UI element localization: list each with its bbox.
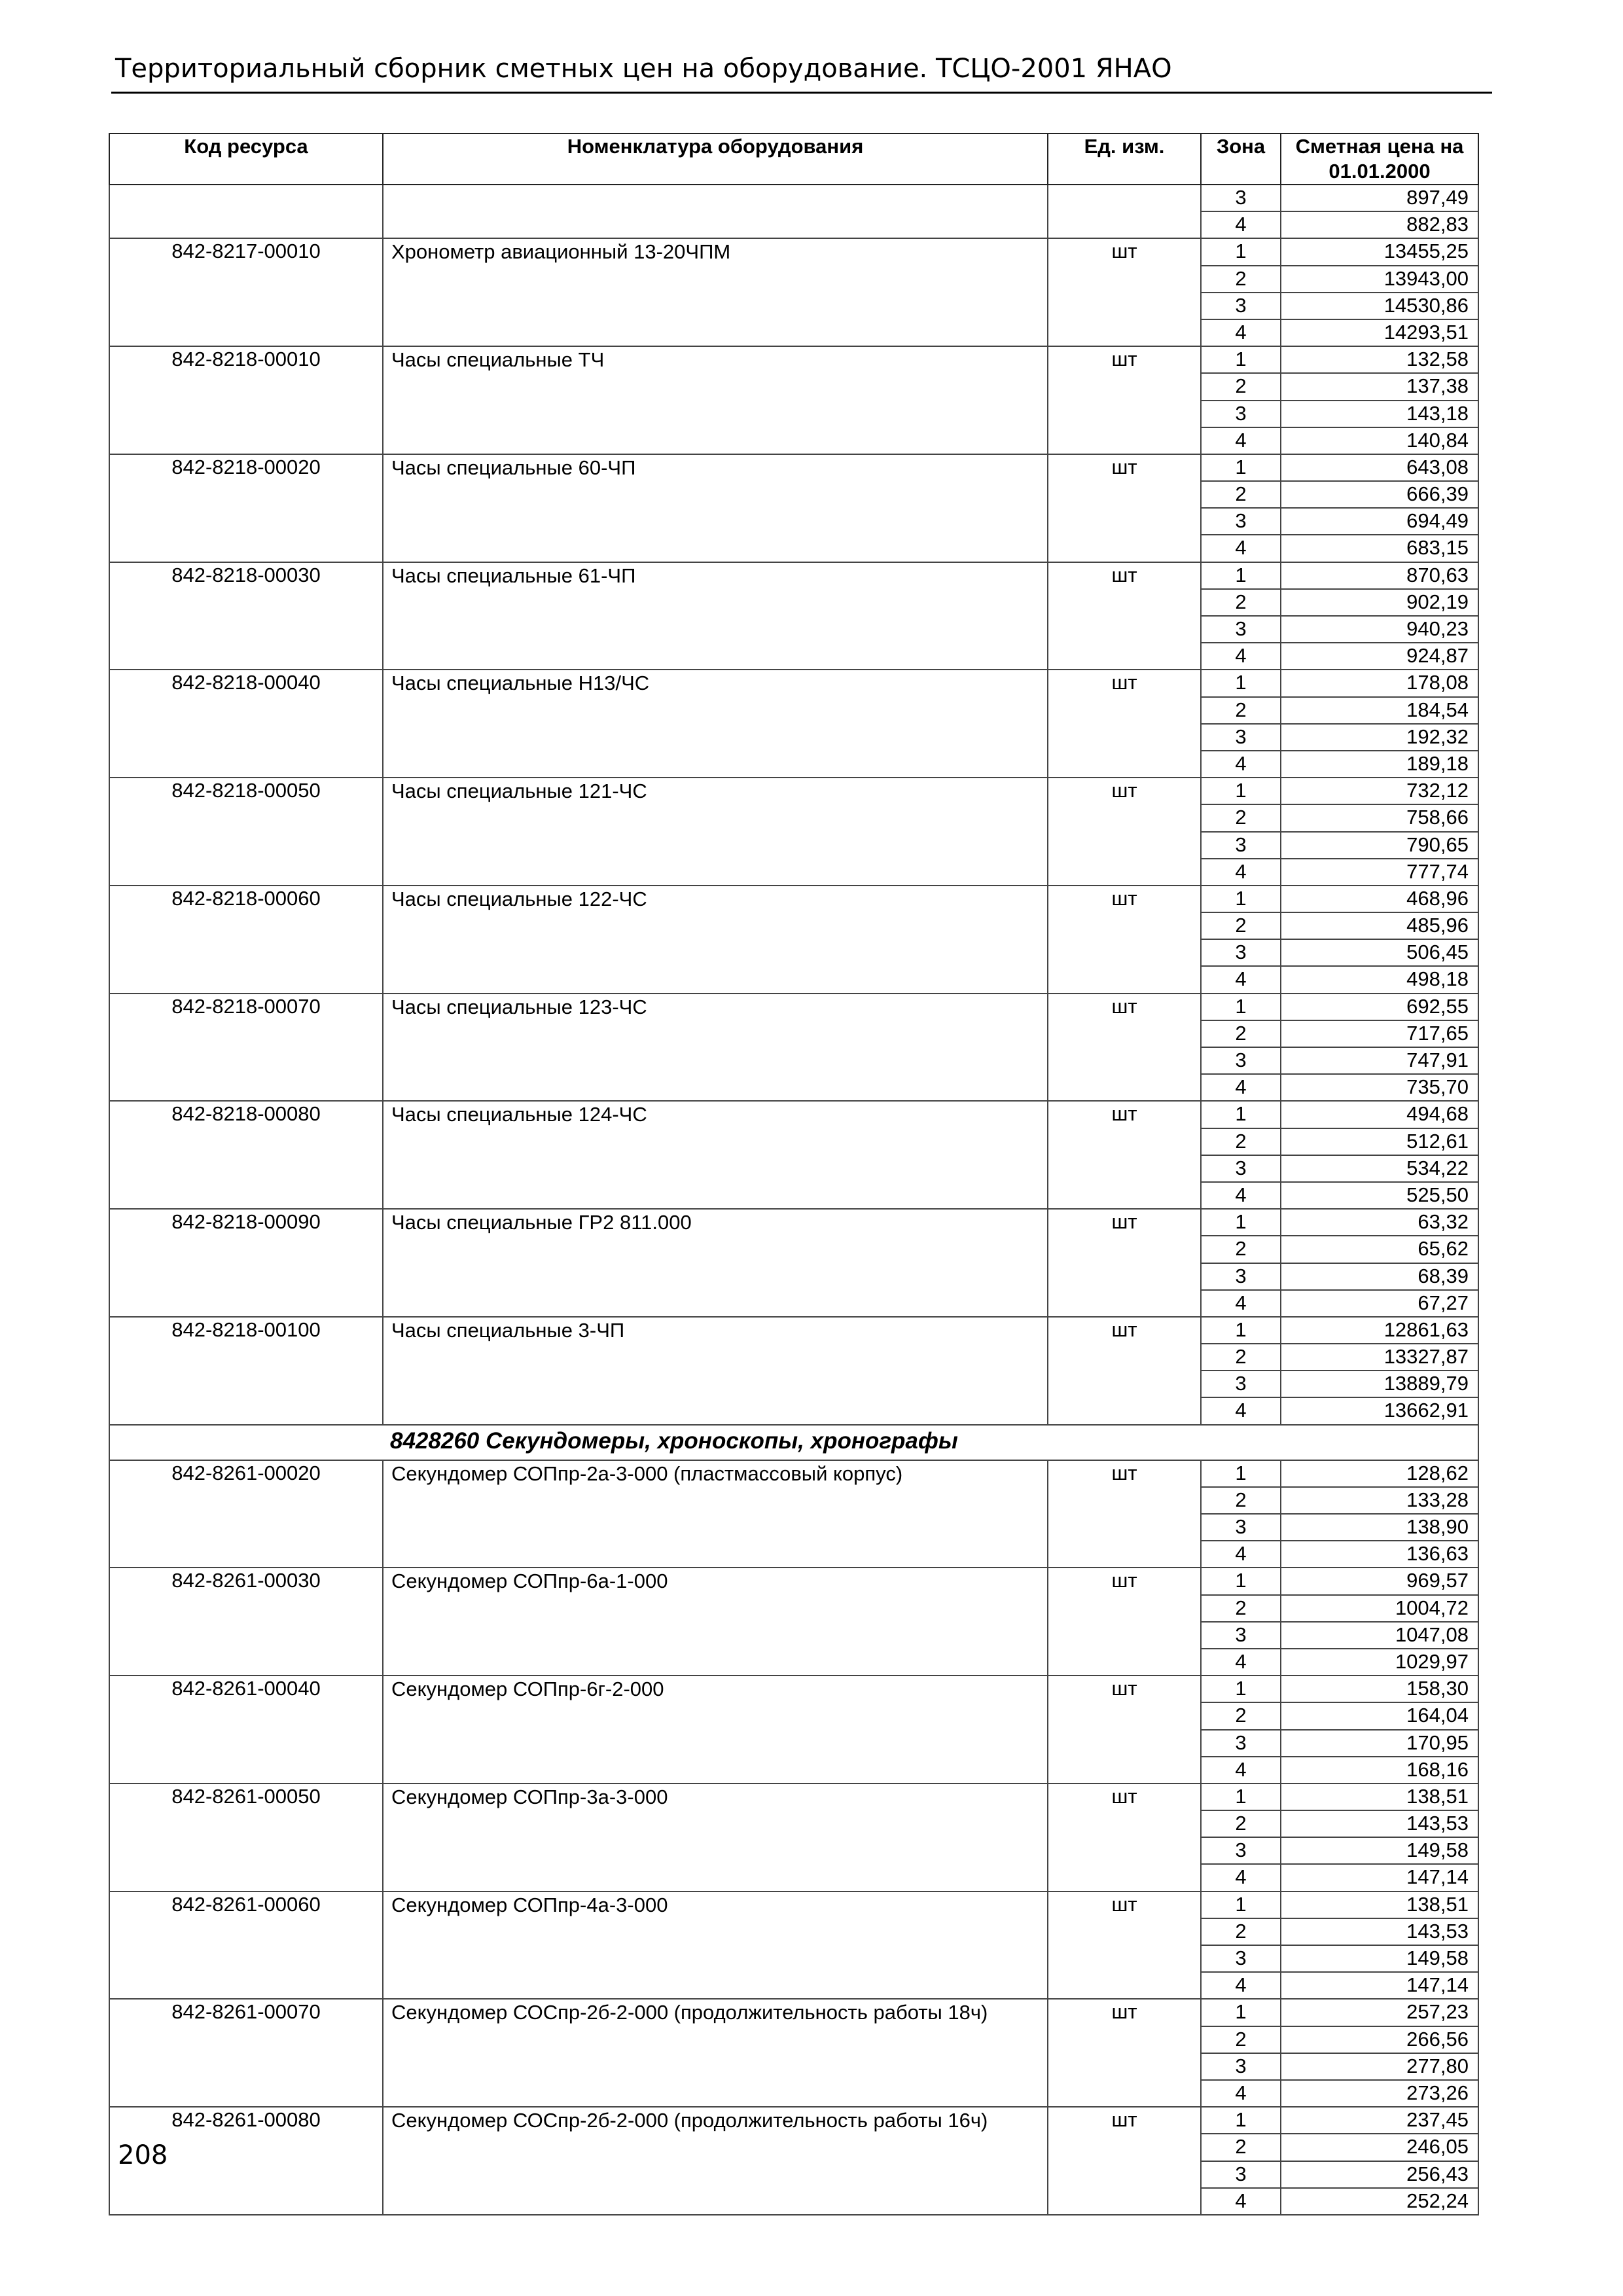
price-cell: 512,61 — [1281, 1128, 1478, 1155]
price-cell: 246,05 — [1281, 2134, 1478, 2161]
price-cell: 13327,87 — [1281, 1344, 1478, 1371]
zone-cell: 1 — [1201, 886, 1281, 912]
price-cell: 1047,08 — [1281, 1622, 1478, 1649]
zone-cell: 4 — [1201, 1649, 1281, 1676]
unit-cell: шт — [1048, 1676, 1201, 1784]
table-row — [109, 562, 1478, 589]
equipment-name-cell: Секундомер СОПпр-2а-3-000 (пластмассовый корпус) — [383, 1460, 1048, 1568]
table-row — [109, 1784, 1478, 1810]
equipment-name-cell: Часы специальные 123-ЧС — [383, 994, 1048, 1102]
zone-cell: 4 — [1201, 2080, 1281, 2107]
price-cell: 189,18 — [1281, 751, 1478, 778]
zone-cell: 4 — [1201, 1182, 1281, 1209]
price-cell: 902,19 — [1281, 589, 1478, 616]
zone-cell: 1 — [1201, 1892, 1281, 1918]
price-cell: 138,90 — [1281, 1514, 1478, 1541]
equipment-name-cell: Секундомер СОСпр-2б-2-000 (продолжительность работы 16ч) — [383, 2107, 1048, 2215]
zone-cell: 2 — [1201, 1810, 1281, 1837]
price-cell: 164,04 — [1281, 1702, 1478, 1729]
unit-cell: шт — [1048, 1101, 1201, 1209]
resource-code-cell: 842-8217-00010 — [109, 238, 383, 346]
zone-cell: 4 — [1201, 427, 1281, 454]
equipment-name-cell: Секундомер СОПпр-3а-3-000 — [383, 1784, 1048, 1892]
resource-code-cell: 842-8218-00050 — [109, 778, 383, 886]
price-cell: 897,49 — [1281, 185, 1478, 211]
resource-code-cell: 842-8218-00080 — [109, 1101, 383, 1209]
price-cell: 170,95 — [1281, 1730, 1478, 1757]
zone-cell: 4 — [1201, 1757, 1281, 1784]
zone-cell: 2 — [1201, 1020, 1281, 1047]
resource-code-cell: 842-8218-00020 — [109, 454, 383, 562]
zone-cell: 1 — [1201, 346, 1281, 373]
unit-cell: шт — [1048, 670, 1201, 778]
price-cell: 969,57 — [1281, 1568, 1478, 1594]
equipment-name-cell — [383, 185, 1048, 238]
resource-code-cell: 842-8261-00050 — [109, 1784, 383, 1892]
zone-cell: 4 — [1201, 859, 1281, 886]
zone-cell: 3 — [1201, 2161, 1281, 2188]
price-cell: 68,39 — [1281, 1263, 1478, 1290]
zone-cell: 2 — [1201, 1236, 1281, 1263]
price-cell: 14530,86 — [1281, 293, 1478, 319]
equipment-name-cell: Часы специальные 121-ЧС — [383, 778, 1048, 886]
equipment-name-cell: Секундомер СОПпр-6г-2-000 — [383, 1676, 1048, 1784]
zone-cell: 3 — [1201, 1945, 1281, 1972]
unit-cell: шт — [1048, 994, 1201, 1102]
equipment-name-cell: Часы специальные ТЧ — [383, 346, 1048, 454]
zone-cell: 3 — [1201, 1514, 1281, 1541]
price-cell: 67,27 — [1281, 1290, 1478, 1317]
zone-cell: 2 — [1201, 1128, 1281, 1155]
equipment-name-cell: Часы специальные 3-ЧП — [383, 1317, 1048, 1425]
price-cell: 13889,79 — [1281, 1371, 1478, 1397]
price-cell: 683,15 — [1281, 535, 1478, 562]
resource-code-cell: 842-8261-00020 — [109, 1460, 383, 1568]
price-cell: 666,39 — [1281, 481, 1478, 508]
price-cell: 257,23 — [1281, 1999, 1478, 2026]
zone-cell: 3 — [1201, 185, 1281, 211]
zone-cell: 1 — [1201, 1209, 1281, 1236]
zone-cell: 4 — [1201, 319, 1281, 346]
unit-cell: шт — [1048, 454, 1201, 562]
zone-cell: 1 — [1201, 1101, 1281, 1128]
zone-cell: 2 — [1201, 912, 1281, 939]
price-cell: 158,30 — [1281, 1676, 1478, 1702]
zone-cell: 4 — [1201, 643, 1281, 670]
unit-cell: шт — [1048, 1999, 1201, 2107]
zone-cell: 1 — [1201, 1676, 1281, 1702]
price-cell: 870,63 — [1281, 562, 1478, 589]
price-cell: 506,45 — [1281, 939, 1478, 966]
zone-cell: 2 — [1201, 373, 1281, 400]
price-cell: 149,58 — [1281, 1837, 1478, 1864]
resource-code-cell: 842-8218-00070 — [109, 994, 383, 1102]
zone-cell: 3 — [1201, 2053, 1281, 2080]
header-divider — [111, 92, 1492, 94]
price-cell: 694,49 — [1281, 508, 1478, 535]
unit-cell: шт — [1048, 1568, 1201, 1676]
equipment-name-cell: Секундомер СОСпр-2б-2-000 (продолжительность работы 18ч) — [383, 1999, 1048, 2107]
zone-cell: 3 — [1201, 1837, 1281, 1864]
zone-cell: 4 — [1201, 1972, 1281, 1999]
zone-cell: 1 — [1201, 1568, 1281, 1594]
price-cell: 1004,72 — [1281, 1595, 1478, 1622]
unit-cell: шт — [1048, 1784, 1201, 1892]
price-cell: 252,24 — [1281, 2188, 1478, 2215]
table-row — [109, 1209, 1478, 1236]
price-cell: 63,32 — [1281, 1209, 1478, 1236]
zone-cell: 1 — [1201, 1317, 1281, 1344]
zone-cell: 1 — [1201, 1999, 1281, 2026]
price-cell: 468,96 — [1281, 886, 1478, 912]
zone-cell: 2 — [1201, 804, 1281, 831]
unit-cell: шт — [1048, 562, 1201, 670]
zone-cell: 4 — [1201, 751, 1281, 778]
resource-code-cell: 842-8261-00060 — [109, 1892, 383, 2000]
zone-cell: 3 — [1201, 1622, 1281, 1649]
resource-code-cell: 842-8218-00060 — [109, 886, 383, 994]
price-cell: 747,91 — [1281, 1047, 1478, 1074]
zone-cell: 1 — [1201, 1784, 1281, 1810]
zone-cell: 4 — [1201, 1074, 1281, 1101]
price-cell: 735,70 — [1281, 1074, 1478, 1101]
price-cell: 692,55 — [1281, 994, 1478, 1020]
header-row — [109, 134, 1478, 185]
resource-code-cell: 842-8261-00030 — [109, 1568, 383, 1676]
zone-cell: 3 — [1201, 401, 1281, 427]
table-row — [109, 778, 1478, 804]
zone-cell: 2 — [1201, 266, 1281, 293]
equipment-name-cell: Часы специальные ГР2 811.000 — [383, 1209, 1048, 1317]
page-header-title: Территориальный сборник сметных цен на оборудование. ТСЦО-2001 ЯНАО — [115, 54, 1172, 84]
zone-cell: 3 — [1201, 1371, 1281, 1397]
table-row — [109, 1892, 1478, 1918]
table-row — [109, 238, 1478, 265]
price-cell: 132,58 — [1281, 346, 1478, 373]
price-cell: 534,22 — [1281, 1155, 1478, 1182]
price-cell: 882,83 — [1281, 211, 1478, 238]
table-row — [109, 454, 1478, 481]
price-cell: 184,54 — [1281, 697, 1478, 724]
zone-cell: 4 — [1201, 535, 1281, 562]
table-row — [109, 1101, 1478, 1128]
zone-cell: 2 — [1201, 2134, 1281, 2161]
zone-cell: 2 — [1201, 481, 1281, 508]
section-title: 8428260 Секундомеры, хроноскопы, хронографы — [109, 1425, 1478, 1460]
table-header — [109, 134, 1478, 185]
zone-cell: 2 — [1201, 1595, 1281, 1622]
resource-code-cell: 842-8261-00040 — [109, 1676, 383, 1784]
price-cell: 266,56 — [1281, 2026, 1478, 2053]
price-cell: 138,51 — [1281, 1892, 1478, 1918]
price-cell: 147,14 — [1281, 1972, 1478, 1999]
zone-cell: 3 — [1201, 1263, 1281, 1290]
column-header-name: Номенклатура оборудования — [383, 134, 1048, 185]
column-header-code: Код ресурса — [109, 134, 383, 185]
zone-cell: 2 — [1201, 1487, 1281, 1514]
price-cell: 133,28 — [1281, 1487, 1478, 1514]
resource-code-cell: 842-8218-00040 — [109, 670, 383, 778]
table-row — [109, 1676, 1478, 1702]
zone-cell: 1 — [1201, 562, 1281, 589]
equipment-name-cell: Секундомер СОПпр-6а-1-000 — [383, 1568, 1048, 1676]
zone-cell: 3 — [1201, 616, 1281, 643]
equipment-name-cell: Часы специальные 61-ЧП — [383, 562, 1048, 670]
table-row — [109, 670, 1478, 696]
zone-cell: 4 — [1201, 966, 1281, 993]
unit-cell: шт — [1048, 238, 1201, 346]
zone-cell: 2 — [1201, 1918, 1281, 1945]
price-cell: 13455,25 — [1281, 238, 1478, 265]
page-number: 208 — [118, 2140, 168, 2170]
zone-cell: 4 — [1201, 1290, 1281, 1317]
price-cell: 192,32 — [1281, 724, 1478, 751]
price-cell: 273,26 — [1281, 2080, 1478, 2107]
resource-code-cell: 842-8218-00030 — [109, 562, 383, 670]
price-cell: 12861,63 — [1281, 1317, 1478, 1344]
resource-code-cell — [109, 185, 383, 238]
resource-code-cell: 842-8218-00010 — [109, 346, 383, 454]
zone-cell: 4 — [1201, 2188, 1281, 2215]
zone-cell: 2 — [1201, 1702, 1281, 1729]
price-cell: 525,50 — [1281, 1182, 1478, 1209]
price-cell: 149,58 — [1281, 1945, 1478, 1972]
price-cell: 237,45 — [1281, 2107, 1478, 2134]
equipment-name-cell: Хронометр авиационный 13-20ЧПМ — [383, 238, 1048, 346]
zone-cell: 3 — [1201, 1730, 1281, 1757]
zone-cell: 1 — [1201, 778, 1281, 804]
price-cell: 136,63 — [1281, 1541, 1478, 1568]
price-cell: 940,23 — [1281, 616, 1478, 643]
zone-cell: 3 — [1201, 1047, 1281, 1074]
zone-cell: 4 — [1201, 1397, 1281, 1424]
zone-cell: 2 — [1201, 1344, 1281, 1371]
price-cell: 732,12 — [1281, 778, 1478, 804]
zone-cell: 3 — [1201, 724, 1281, 751]
price-cell: 13943,00 — [1281, 266, 1478, 293]
price-cell: 128,62 — [1281, 1460, 1478, 1487]
table-row — [109, 1568, 1478, 1594]
table-row — [109, 886, 1478, 912]
resource-code-cell: 842-8261-00070 — [109, 1999, 383, 2107]
table-row — [109, 185, 1478, 211]
price-cell: 777,74 — [1281, 859, 1478, 886]
price-cell: 494,68 — [1281, 1101, 1478, 1128]
zone-cell: 1 — [1201, 238, 1281, 265]
zone-cell: 3 — [1201, 508, 1281, 535]
equipment-name-cell: Часы специальные 124-ЧС — [383, 1101, 1048, 1209]
unit-cell: шт — [1048, 886, 1201, 994]
unit-cell — [1048, 185, 1201, 238]
price-cell: 256,43 — [1281, 2161, 1478, 2188]
zone-cell: 3 — [1201, 832, 1281, 859]
column-header-price: Сметная цена на 01.01.2000 — [1281, 134, 1478, 185]
price-cell: 140,84 — [1281, 427, 1478, 454]
price-cell: 65,62 — [1281, 1236, 1478, 1263]
equipment-name-cell: Секундомер СОПпр-4а-3-000 — [383, 1892, 1048, 2000]
zone-cell: 1 — [1201, 670, 1281, 696]
zone-cell: 3 — [1201, 939, 1281, 966]
table-row — [109, 1317, 1478, 1344]
table-row — [109, 1999, 1478, 2026]
price-table — [109, 133, 1479, 2215]
resource-code-cell: 842-8218-00090 — [109, 1209, 383, 1317]
resource-code-cell: 842-8218-00100 — [109, 1317, 383, 1425]
equipment-name-cell: Часы специальные Н13/ЧС — [383, 670, 1048, 778]
price-cell: 1029,97 — [1281, 1649, 1478, 1676]
price-cell: 485,96 — [1281, 912, 1478, 939]
unit-cell: шт — [1048, 1209, 1201, 1317]
zone-cell: 3 — [1201, 293, 1281, 319]
zone-cell: 1 — [1201, 1460, 1281, 1487]
unit-cell: шт — [1048, 2107, 1201, 2215]
resource-code-cell: 842-8261-00080 — [109, 2107, 383, 2215]
zone-cell: 1 — [1201, 2107, 1281, 2134]
price-cell: 143,53 — [1281, 1810, 1478, 1837]
price-cell: 168,16 — [1281, 1757, 1478, 1784]
table-row — [109, 346, 1478, 373]
unit-cell: шт — [1048, 1892, 1201, 2000]
column-header-unit: Ед. изм. — [1048, 134, 1201, 185]
price-cell: 277,80 — [1281, 2053, 1478, 2080]
zone-cell: 2 — [1201, 697, 1281, 724]
price-cell: 14293,51 — [1281, 319, 1478, 346]
unit-cell: шт — [1048, 346, 1201, 454]
zone-cell: 4 — [1201, 1541, 1281, 1568]
price-cell: 13662,91 — [1281, 1397, 1478, 1424]
zone-cell: 4 — [1201, 1864, 1281, 1891]
unit-cell: шт — [1048, 778, 1201, 886]
equipment-name-cell: Часы специальные 60-ЧП — [383, 454, 1048, 562]
zone-cell: 3 — [1201, 1155, 1281, 1182]
column-header-zone: Зона — [1201, 134, 1281, 185]
zone-cell: 1 — [1201, 454, 1281, 481]
price-cell: 143,53 — [1281, 1918, 1478, 1945]
price-cell: 178,08 — [1281, 670, 1478, 696]
price-cell: 138,51 — [1281, 1784, 1478, 1810]
table-row — [109, 994, 1478, 1020]
table-row — [109, 2107, 1478, 2134]
unit-cell: шт — [1048, 1317, 1201, 1425]
section-row — [109, 1425, 1478, 1460]
zone-cell: 1 — [1201, 994, 1281, 1020]
price-cell: 924,87 — [1281, 643, 1478, 670]
zone-cell: 2 — [1201, 2026, 1281, 2053]
price-cell: 717,65 — [1281, 1020, 1478, 1047]
price-cell: 498,18 — [1281, 966, 1478, 993]
table-body — [109, 185, 1478, 2215]
price-cell: 643,08 — [1281, 454, 1478, 481]
price-cell: 143,18 — [1281, 401, 1478, 427]
table-row — [109, 1460, 1478, 1487]
zone-cell: 2 — [1201, 589, 1281, 616]
zone-cell: 4 — [1201, 211, 1281, 238]
price-cell: 137,38 — [1281, 373, 1478, 400]
price-cell: 147,14 — [1281, 1864, 1478, 1891]
unit-cell: шт — [1048, 1460, 1201, 1568]
price-cell: 790,65 — [1281, 832, 1478, 859]
equipment-name-cell: Часы специальные 122-ЧС — [383, 886, 1048, 994]
price-cell: 758,66 — [1281, 804, 1478, 831]
